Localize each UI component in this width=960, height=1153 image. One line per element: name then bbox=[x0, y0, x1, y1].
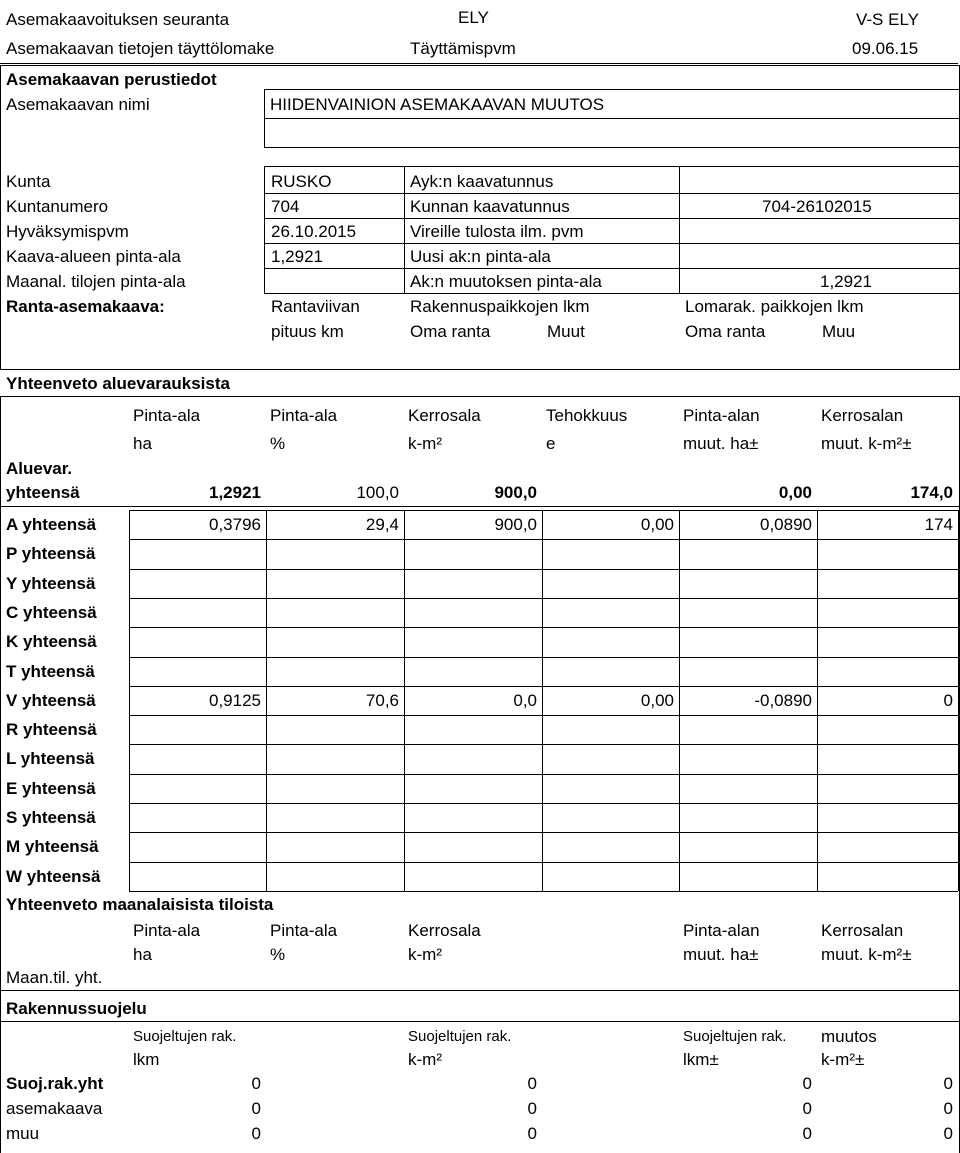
column-header: Tehokkuus bbox=[546, 406, 628, 425]
row-label: R yhteensä bbox=[6, 720, 97, 740]
column-header: Kerrosalan bbox=[821, 406, 904, 425]
muutos-value[interactable]: 1,2921 bbox=[820, 272, 872, 291]
column-header: Pinta-ala bbox=[133, 406, 201, 425]
hyvaksymispvm-label: Hyväksymispvm bbox=[6, 222, 129, 241]
column-header-unit: muut. ha± bbox=[683, 945, 759, 964]
rantaviiva-label: Rantaviivan bbox=[271, 297, 360, 316]
total-value[interactable]: 100,0 bbox=[356, 483, 399, 502]
cell-value[interactable]: 0 bbox=[802, 1124, 812, 1143]
underground-divider bbox=[0, 990, 960, 991]
total-value[interactable]: 174,0 bbox=[910, 483, 953, 502]
column-header-unit: k-m²± bbox=[821, 1050, 865, 1069]
cell-value[interactable]: 0 bbox=[251, 1074, 261, 1093]
column-header-unit: lkm bbox=[133, 1050, 160, 1069]
underground-title: Yhteenveto maanalaisista tiloista bbox=[6, 895, 274, 914]
column-header-unit: muut. k-m²± bbox=[821, 945, 912, 964]
column-header: Pinta-ala bbox=[270, 406, 338, 425]
cell-value[interactable]: 0 bbox=[251, 1099, 261, 1118]
app-title: Asemakaavoituksen seuranta bbox=[6, 10, 230, 29]
lomarak-label: Lomarak. paikkojen lkm bbox=[685, 297, 864, 316]
total-label-2: yhteensä bbox=[6, 483, 80, 502]
column-header-unit: e bbox=[546, 434, 556, 453]
grid-line bbox=[129, 657, 958, 658]
row-label: S yhteensä bbox=[6, 808, 96, 827]
fill-date-value[interactable]: 09.06.15 bbox=[852, 39, 919, 58]
cell-value[interactable]: -0,0890 bbox=[754, 690, 812, 710]
cell-value[interactable]: 0 bbox=[943, 690, 953, 710]
cell-value[interactable]: 0,0 bbox=[513, 690, 537, 710]
total-value[interactable]: 900,0 bbox=[494, 483, 537, 502]
cell-value[interactable]: 0,00 bbox=[640, 690, 674, 710]
cell-value[interactable]: 0 bbox=[802, 1099, 812, 1118]
plan-name-label: Asemakaavan nimi bbox=[6, 95, 150, 114]
grid-line bbox=[264, 166, 960, 167]
form-title: Asemakaavan tietojen täyttölomake bbox=[6, 39, 275, 58]
row-label: Suoj.rak.yht bbox=[6, 1074, 104, 1093]
grid-line bbox=[264, 293, 960, 294]
kunta-label: Kunta bbox=[6, 172, 51, 191]
cell-value[interactable]: 0,0890 bbox=[760, 515, 812, 534]
total-value[interactable]: 0,00 bbox=[778, 483, 812, 502]
column-header: Kerrosala bbox=[408, 921, 481, 940]
grid-line bbox=[679, 510, 680, 891]
column-header: Kerrosalan bbox=[821, 921, 904, 940]
total-label-1: Aluevar. bbox=[6, 459, 73, 478]
protection-title: Rakennussuojelu bbox=[6, 999, 147, 1018]
grid-line bbox=[129, 891, 958, 892]
column-header: Kerrosala bbox=[408, 406, 481, 425]
ely-value: V-S ELY bbox=[856, 10, 919, 29]
column-header-unit: k-m² bbox=[408, 945, 442, 964]
row-label: L yhteensä bbox=[6, 749, 95, 769]
kunnan-kaavatunnus-value[interactable]: 704-26102015 bbox=[762, 197, 872, 216]
oma-ranta-label-2: Oma ranta bbox=[685, 322, 766, 341]
grid-line bbox=[679, 166, 680, 293]
row-label: P yhteensä bbox=[6, 544, 96, 564]
cell-value[interactable]: 0 bbox=[802, 1074, 812, 1093]
row-label: V yhteensä bbox=[6, 690, 96, 710]
protection-top-line bbox=[0, 1021, 960, 1022]
underground-row-label: Maan.til. yht. bbox=[6, 968, 103, 987]
kuntanumero-value[interactable]: 704 bbox=[271, 197, 300, 216]
row-label: K yhteensä bbox=[6, 632, 97, 652]
summary-top-line bbox=[0, 396, 960, 397]
column-header: Pinta-ala bbox=[270, 921, 338, 940]
row-label: asemakaava bbox=[6, 1099, 103, 1118]
rantaviiva-sub: pituus km bbox=[271, 322, 344, 341]
left-frame bbox=[0, 396, 1, 1153]
kunta-value[interactable]: RUSKO bbox=[271, 172, 332, 191]
column-header: Suojeltujen rak. bbox=[683, 1028, 787, 1045]
cell-value[interactable]: 29,4 bbox=[365, 515, 399, 534]
cell-value[interactable]: 0 bbox=[527, 1099, 537, 1118]
summary-title: Yhteenveto aluevarauksista bbox=[6, 374, 230, 393]
cell-value[interactable]: 0,3796 bbox=[209, 515, 261, 534]
grid-line bbox=[129, 627, 958, 628]
cell-value[interactable]: 900,0 bbox=[494, 515, 537, 534]
header-divider bbox=[0, 63, 958, 64]
column-header: Pinta-alan bbox=[683, 406, 760, 425]
ayk-label: Ayk:n kaavatunnus bbox=[410, 172, 554, 191]
grid-line bbox=[129, 569, 958, 570]
grid-line bbox=[129, 539, 958, 540]
grid-line bbox=[542, 510, 543, 891]
cell-value[interactable]: 0 bbox=[251, 1124, 261, 1143]
cell-value[interactable]: 0 bbox=[943, 1124, 953, 1143]
total-value[interactable]: 1,2921 bbox=[209, 483, 261, 502]
column-header-unit: k-m² bbox=[408, 434, 442, 453]
cell-value[interactable]: 0 bbox=[527, 1124, 537, 1143]
plan-name-value: HIIDENVAINION ASEMAKAAVAN MUUTOS bbox=[270, 95, 605, 114]
column-header-unit: k-m² bbox=[408, 1050, 442, 1069]
row-label: A yhteensä bbox=[6, 515, 97, 534]
total-divider bbox=[0, 506, 960, 507]
column-header-unit: ha bbox=[133, 434, 152, 453]
vireille-label: Vireille tulosta ilm. pvm bbox=[410, 222, 584, 241]
column-header: Suojeltujen rak. bbox=[133, 1028, 237, 1045]
grid-line bbox=[264, 243, 960, 244]
ely-label: ELY bbox=[458, 8, 489, 27]
column-header: Pinta-alan bbox=[683, 921, 760, 940]
cell-value[interactable]: 0 bbox=[943, 1074, 953, 1093]
oma-ranta-label: Oma ranta bbox=[410, 322, 491, 341]
column-header: Suojeltujen rak. bbox=[408, 1028, 512, 1045]
muu-label: Muu bbox=[822, 322, 856, 341]
kunnan-kaavatunnus-label: Kunnan kaavatunnus bbox=[410, 197, 570, 216]
row-label: M yhteensä bbox=[6, 837, 99, 857]
cell-value[interactable]: 0,9125 bbox=[209, 690, 261, 710]
muut-label: Muut bbox=[547, 322, 585, 341]
grid-line bbox=[129, 510, 958, 511]
basic-info-title: Asemakaavan perustiedot bbox=[6, 70, 217, 89]
cell-value[interactable]: 174 bbox=[924, 515, 953, 534]
cell-value[interactable]: 0 bbox=[527, 1074, 537, 1093]
rakennuspaikat-label: Rakennuspaikkojen lkm bbox=[410, 297, 590, 316]
column-header: Pinta-ala bbox=[133, 921, 201, 940]
grid-line bbox=[264, 268, 960, 269]
grid-line bbox=[264, 193, 960, 194]
grid-line bbox=[817, 510, 818, 891]
column-header-unit: % bbox=[270, 945, 286, 964]
column-header-unit: muut. k-m²± bbox=[821, 434, 912, 453]
ranta-label: Ranta-asemakaava: bbox=[6, 297, 165, 316]
column-header-unit: muut. ha± bbox=[683, 434, 759, 453]
cell-value[interactable]: 70,6 bbox=[365, 690, 399, 710]
grid-line bbox=[129, 832, 958, 833]
grid-line bbox=[266, 510, 267, 891]
grid-line bbox=[129, 510, 130, 891]
cell-value[interactable]: 0 bbox=[943, 1099, 953, 1118]
row-label: E yhteensä bbox=[6, 778, 96, 798]
row-label: Y yhteensä bbox=[6, 573, 96, 593]
uusi-label: Uusi ak:n pinta-ala bbox=[410, 247, 551, 266]
kaava-alue-label: Kaava-alueen pinta-ala bbox=[6, 247, 181, 266]
grid-line bbox=[129, 744, 958, 745]
maanal-label: Maanal. tilojen pinta-ala bbox=[6, 272, 186, 291]
grid-line bbox=[129, 715, 958, 716]
grid-line bbox=[264, 166, 265, 293]
column-header-unit: lkm± bbox=[683, 1050, 719, 1069]
cell-value[interactable]: 0,00 bbox=[640, 515, 674, 534]
grid-line bbox=[264, 218, 960, 219]
column-header-unit: % bbox=[270, 434, 286, 453]
hyvaksymispvm-value[interactable]: 26.10.2015 bbox=[271, 222, 357, 241]
grid-line bbox=[404, 166, 405, 293]
grid-line bbox=[404, 510, 405, 891]
row-label: T yhteensä bbox=[6, 661, 95, 681]
grid-line bbox=[129, 862, 958, 863]
grid-line bbox=[129, 774, 958, 775]
column-header-unit: ha bbox=[133, 945, 152, 964]
row-label: muu bbox=[6, 1124, 40, 1143]
kaava-alue-value[interactable]: 1,2921 bbox=[271, 247, 323, 266]
muutos-label: Ak:n muutoksen pinta-ala bbox=[410, 272, 602, 291]
plan-name-field-2[interactable] bbox=[264, 118, 960, 148]
column-header: muutos bbox=[821, 1027, 877, 1046]
kuntanumero-label: Kuntanumero bbox=[6, 197, 109, 216]
grid-line bbox=[129, 803, 958, 804]
grid-line bbox=[129, 686, 958, 687]
fill-date-label: Täyttämispvm bbox=[410, 39, 516, 58]
row-label: W yhteensä bbox=[6, 866, 101, 886]
grid-line bbox=[129, 598, 958, 599]
row-label: C yhteensä bbox=[6, 602, 97, 622]
